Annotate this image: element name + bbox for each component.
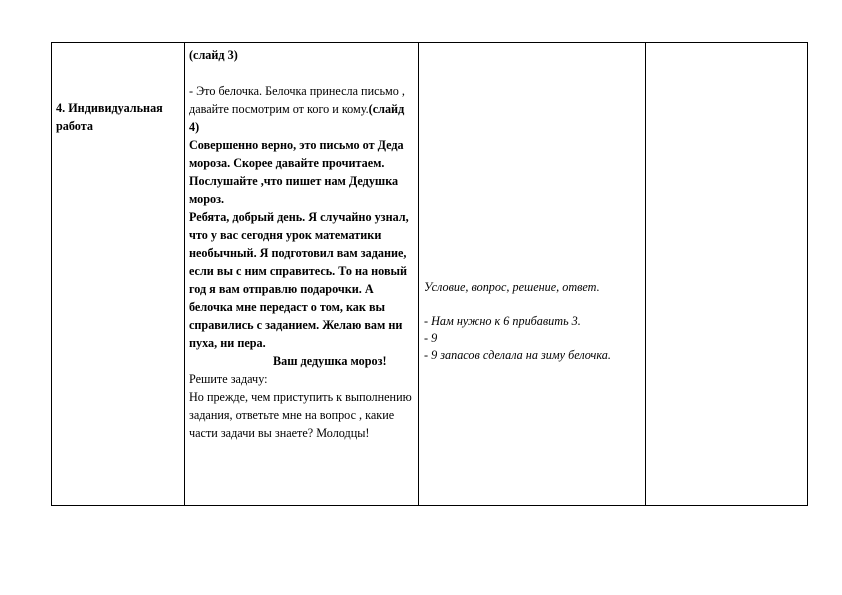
student-activity-text <box>424 279 642 364</box>
teacher-paragraph: - Это белочка. Белочка принесла письмо , давайте посмотрим от кого и кому.(слайд 4) <box>189 84 405 134</box>
student-paragraph: - 9 <box>424 331 438 345</box>
notes-cell <box>646 43 807 505</box>
teacher-paragraph: (слайд 3) <box>189 48 238 62</box>
teacher-paragraph: Ребята, добрый день. Я случайно узнал, что у вас сегодня урок математики необычный. Я подготовил вам задание, если вы с ним справитесь. То на новый год я вам отправлю подарочки. А белочка мне передаст о том, как вы справились с заданием. Желаю вам ни пуха, ни пера. <box>189 210 409 350</box>
student-activity-cell <box>419 43 646 505</box>
teacher-paragraph: Ваш дедушка мороз! <box>273 354 387 368</box>
teacher-activity-text <box>189 46 417 442</box>
student-paragraph: - Нам нужно к 6 прибавить 3. <box>424 314 581 328</box>
student-paragraph: Условие, вопрос, решение, ответ. <box>424 280 600 294</box>
teacher-paragraph: Но прежде, чем приступить к выполнению задания, ответьте мне на вопрос , какие части задачи вы знаете? Молодцы! <box>189 390 412 440</box>
teacher-paragraph <box>189 64 417 82</box>
teacher-paragraph: Совершенно верно, это письмо от Деда мороза. Скорее давайте прочитаем. <box>189 138 404 170</box>
stage-cell <box>52 43 185 505</box>
stage-title: 4. Индивидуальная работа <box>56 101 163 133</box>
teacher-paragraph: Послушайте ,что пишет нам Дедушка мороз. <box>189 174 399 206</box>
student-paragraph <box>424 296 642 313</box>
lesson-table <box>51 42 808 506</box>
teacher-paragraph: Решите задачу: <box>189 372 268 386</box>
teacher-activity-cell <box>185 43 419 505</box>
student-paragraph: - 9 запасов сделала на зиму белочка. <box>424 348 611 362</box>
